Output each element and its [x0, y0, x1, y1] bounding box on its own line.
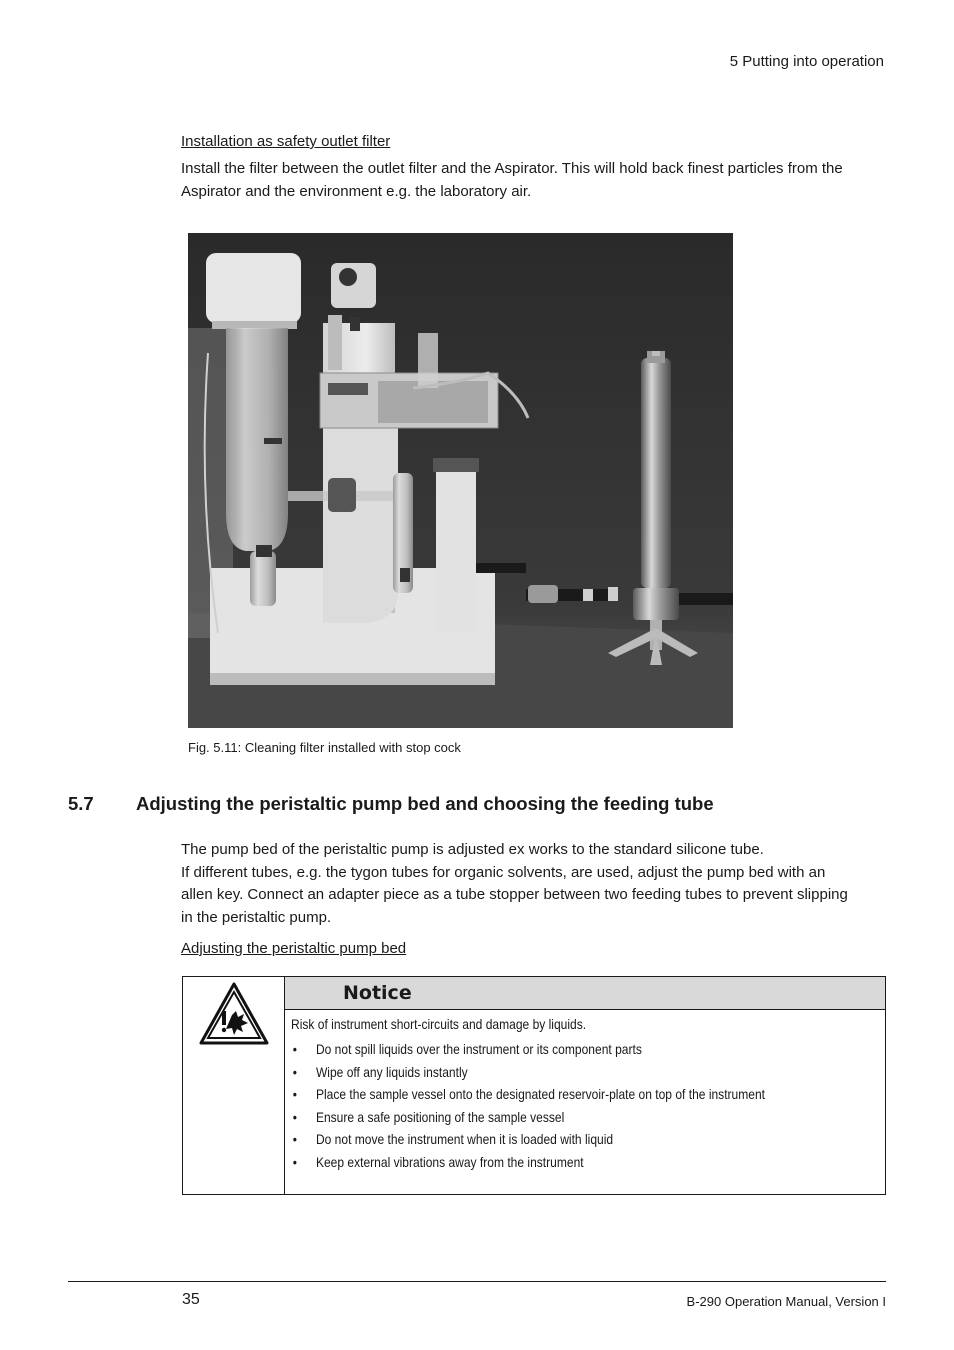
- figure-photo-spray-dryer-with-filter: [188, 233, 733, 728]
- notice-header: [285, 977, 885, 1010]
- list-item: [291, 1085, 765, 1108]
- notice-body: [291, 1015, 765, 1175]
- installation-subheading: Installation as safety outlet filter: [181, 133, 391, 150]
- bullet-glyph: •: [292, 1041, 297, 1057]
- list-item: [291, 1153, 765, 1176]
- list-item-text: Ensure a safe positioning of the sample vessel: [315, 1108, 565, 1125]
- running-header-chapter: 5 Putting into operation: [729, 53, 884, 70]
- list-item: [291, 1063, 765, 1086]
- section-title: Adjusting the peristaltic pump bed and choosing the feeding tube: [136, 793, 714, 814]
- list-item: [291, 1130, 765, 1153]
- list-item-text: Place the sample vessel onto the designated reservoir-plate on top of the instrument: [315, 1086, 766, 1102]
- section-number: 5.7: [68, 793, 94, 814]
- warning-triangle-icon: [198, 981, 270, 1047]
- notice-box: [182, 976, 886, 1195]
- page-number: 35: [182, 1291, 200, 1308]
- bullet-glyph: •: [292, 1063, 297, 1080]
- pump-bed-subheading: Adjusting the peristaltic pump bed: [181, 940, 407, 957]
- footer-document-title: B-290 Operation Manual, Version I: [686, 1294, 886, 1309]
- list-item-text: Keep external vibrations away from the instrument: [315, 1153, 584, 1170]
- footer-rule: [68, 1281, 886, 1282]
- paragraph-line: allen key. Connect an adapter piece as a tube stopper between two feeding tubes to prevent slipping: [181, 886, 848, 904]
- paragraph-line: in the peristaltic pump.: [181, 909, 332, 927]
- bullet-glyph: •: [292, 1153, 297, 1170]
- notice-list: [291, 1040, 765, 1175]
- list-item: [291, 1040, 765, 1063]
- paragraph-line: Install the filter between the outlet filter and the Aspirator. This will hold back finest particles from the: [181, 160, 843, 177]
- bullet-glyph: •: [292, 1131, 297, 1147]
- bullet-glyph: •: [292, 1086, 297, 1102]
- installation-paragraph: [181, 158, 886, 203]
- pump-bed-paragraph: [181, 839, 886, 930]
- list-item-text: Wipe off any liquids instantly: [315, 1063, 468, 1080]
- paragraph-line: The pump bed of the peristaltic pump is adjusted ex works to the standard silicone tube.: [181, 841, 764, 858]
- figure-caption: Fig. 5.11: Cleaning filter installed with stop cock: [188, 740, 461, 755]
- notice-icon-cell: [183, 977, 285, 1194]
- notice-intro: Risk of instrument short-circuits and damage by liquids.: [291, 1016, 587, 1032]
- paragraph-line: Aspirator and the environment e.g. the laboratory air.: [181, 182, 532, 200]
- list-item-text: Do not spill liquids over the instrument or its component parts: [315, 1041, 642, 1057]
- bullet-glyph: •: [292, 1108, 297, 1125]
- paragraph-line: If different tubes, e.g. the tygon tubes for organic solvents, are used, adjust the pump bed with an: [181, 863, 826, 881]
- notice-title: Notice: [343, 982, 412, 1004]
- list-item: [291, 1108, 765, 1131]
- list-item-text: Do not move the instrument when it is loaded with liquid: [315, 1131, 614, 1147]
